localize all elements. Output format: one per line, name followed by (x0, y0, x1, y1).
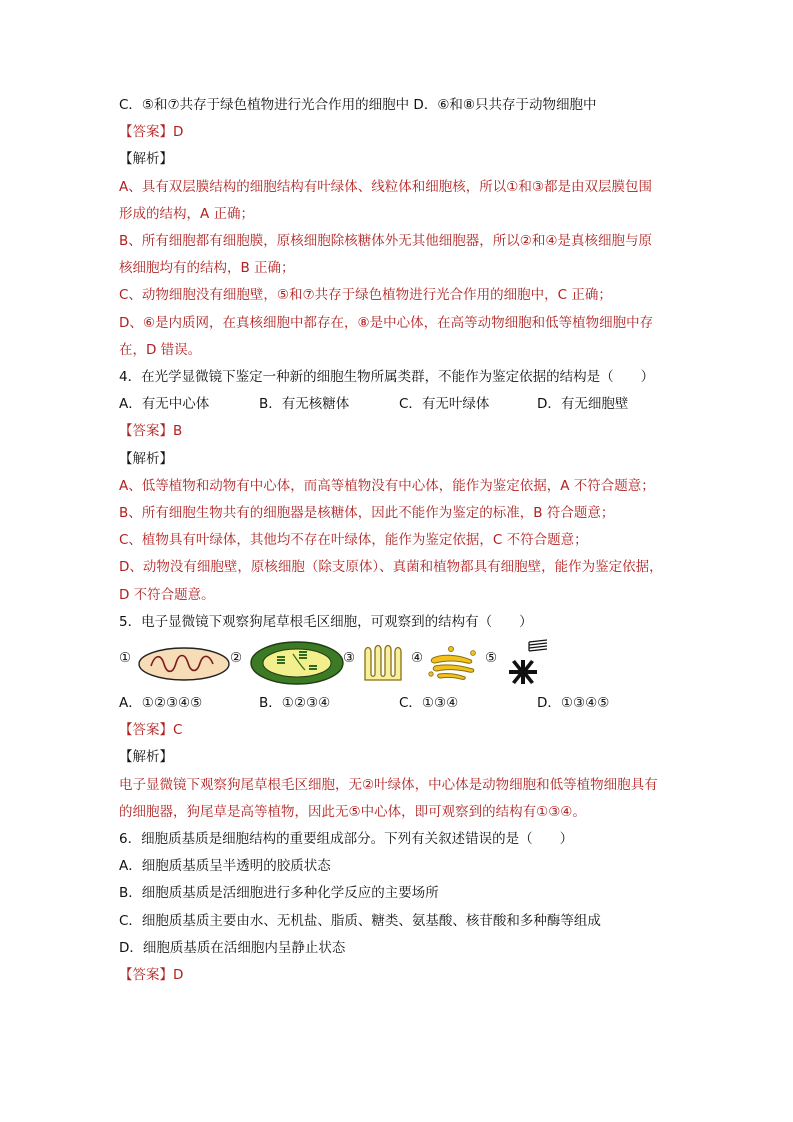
q3-analysis-line: D、⑥是内质网，在真核细胞中都存在，⑧是中心体，在高等动物细胞和低等植物细胞中存 (119, 314, 654, 331)
q4-options (119, 391, 679, 418)
q4-analysis-label: 【解析】 (119, 450, 173, 467)
q5-stem: 5．电子显微镜下观察狗尾草根毛区细胞，可观察到的结构有（ ） (119, 613, 533, 630)
centrosome-icon (501, 636, 557, 688)
q6-option-d: D．细胞质基质在活细胞内呈静止状态 (119, 939, 346, 956)
q4-analysis-line: D、动物没有细胞壁，原核细胞（除支原体）、真菌和植物都具有细胞壁，能作为鉴定依据， (119, 559, 663, 576)
organelle-figure (119, 640, 679, 688)
mitochondrion-icon (137, 646, 231, 682)
q3-analysis-line: 在，D 错误。 (119, 341, 202, 358)
q4-option-b: B．有无核糖体 (259, 396, 350, 413)
q3-analysis-line: A、具有双层膜结构的细胞结构有叶绿体、线粒体和细胞核，所以①和③都是由双层膜包围 (119, 178, 652, 195)
q4-analysis-line: D 不符合题意。 (119, 586, 215, 603)
q5-option-c: C．①③④ (399, 695, 459, 712)
q4-option-a: A．有无中心体 (119, 396, 210, 413)
q5-option-a: A．①②③④⑤ (119, 695, 203, 712)
figure-label-1: ① (119, 650, 132, 667)
q5-answer: 【答案】C (119, 722, 183, 739)
figure-label-5: ⑤ (485, 650, 498, 667)
q4-option-c: C．有无叶绿体 (399, 396, 490, 413)
q5-analysis-label: 【解析】 (119, 749, 173, 766)
q3-analysis-line: C、动物细胞没有细胞壁，⑤和⑦共存于绿色植物进行光合作用的细胞中，C 正确； (119, 287, 612, 304)
q3-analysis-line: 核细胞均有的结构，B 正确； (119, 260, 295, 277)
document-page (119, 92, 679, 989)
chloroplast-icon (249, 640, 345, 686)
q3-answer: 【答案】D (119, 124, 184, 141)
q4-analysis-line: B、所有细胞生物共有的细胞器是核糖体，因此不能作为鉴定的标准，B 符合题意； (119, 505, 615, 522)
golgi-apparatus-icon (427, 644, 479, 682)
q6-option-a: A．细胞质基质呈半透明的胶质状态 (119, 858, 331, 875)
q6-stem: 6．细胞质基质是细胞结构的重要组成部分。下列有关叙述错误的是（ ） (119, 831, 574, 848)
q3-analysis-label: 【解析】 (119, 151, 173, 168)
q4-answer: 【答案】B (119, 423, 183, 440)
q4-option-d: D．有无细胞壁 (537, 396, 629, 413)
q3-analysis-line: B、所有细胞都有细胞膜，原核细胞除核糖体外无其他细胞器，所以②和④是真核细胞与原 (119, 233, 652, 250)
q6-answer: 【答案】D (119, 967, 184, 984)
figure-label-2: ② (230, 650, 243, 667)
q4-analysis-line: C、植物具有叶绿体，其他均不存在叶绿体，能作为鉴定依据，C 不符合题意； (119, 532, 588, 549)
q5-analysis-line: 电子显微镜下观察狗尾草根毛区细胞，无②叶绿体，中心体是动物细胞和低等植物细胞具有 (119, 776, 658, 793)
q5-analysis-line: 的细胞器，狗尾草是高等植物，因此无⑤中心体，即可观察到的结构有①③④。 (119, 803, 586, 820)
q6-option-c: C．细胞质基质主要由水、无机盐、脂质、糖类、氨基酸、核苷酸和多种酶等组成 (119, 912, 601, 929)
figure-label-3: ③ (343, 650, 356, 667)
q3-options-cd: C．⑤和⑦共存于绿色植物进行光合作用的细胞中 D．⑥和⑧只共存于动物细胞中 (119, 97, 597, 113)
q4-stem: 4．在光学显微镜下鉴定一种新的细胞生物所属类群，不能作为鉴定依据的结构是（ ） (119, 369, 655, 386)
microvilli-structure-icon (361, 644, 407, 684)
q5-options (119, 690, 679, 717)
q5-option-b: B．①②③④ (259, 695, 331, 712)
q4-analysis-line: A、低等植物和动物有中心体，而高等植物没有中心体，能作为鉴定依据，A 不符合题意； (119, 477, 655, 494)
figure-label-4: ④ (411, 650, 424, 667)
q6-option-b: B．细胞质基质是活细胞进行多种化学反应的主要场所 (119, 885, 439, 902)
q3-analysis-line: 形成的结构，A 正确； (119, 205, 255, 222)
q5-option-d: D．①③④⑤ (537, 695, 610, 712)
